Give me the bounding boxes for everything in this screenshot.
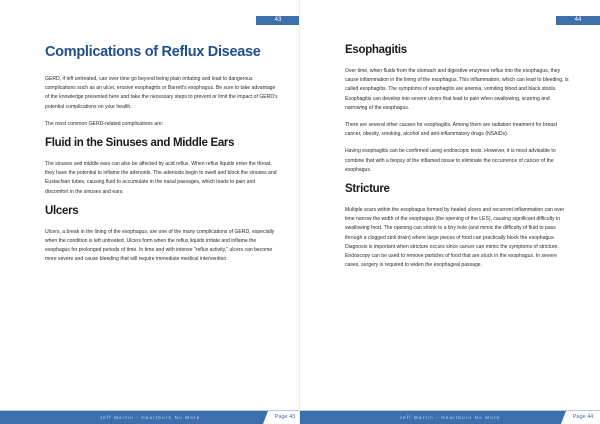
section-heading-esophagitis: Esophagitis bbox=[345, 44, 407, 56]
chapter-title: Complications of Reflux Disease bbox=[45, 44, 261, 60]
stricture-paragraph: Multiple scars within the esophagus formed by healed ulcers and recurrent inflammation can over time narrow the width of the esophagus (the opening of the LES), causing significant difficulty in swallowing food. The opening can shrink to a tiny hole (and mimic the difficulty of fluid to pass through a clogged sink drain) where large pieces of food can practically block the esophagus. Diagnosis is important when stricture occurs since cancer can mimic the symptoms of stricture. Endoscopy can be used to remove particles of food that are stuck in the esophagus. In severe cases, surgery is required to widen the esophageal passage. bbox=[345, 207, 565, 269]
page-footer bbox=[0, 411, 300, 424]
esophagitis-paragraph-3: Having esophagitis can be confirmed using endoscopic tests. However, it is most advisable to combine that with a biopsy of the inflamed tissue to eliminate the occurrence of cancer of the esophagus. bbox=[345, 148, 556, 173]
footer-author: Jeff Martin - Heartburn No More bbox=[99, 415, 201, 420]
sinuses-paragraph: The sinuses and middle ears can also be affected by acid reflux. When reflux liquids enter the throat, they have the potential to inflame the adenoids. The adenoids begin to swell and block the sinuses and Eustachian tubes, causing fluid to accumulate in the nasal passages, which leads to pain and discomfort in the sinuses and ears. bbox=[45, 161, 277, 195]
top-page-number: 43 bbox=[256, 16, 300, 25]
section-heading-ulcers: Ulcers bbox=[45, 204, 79, 217]
page-footer bbox=[300, 411, 600, 424]
ulcers-paragraph: Ulcers, a break in the lining of the esophagus, are one of the many complications of GERD, especially when the condition is left untreated. Ulcers form when the reflux liquids irritate and inflame the esophagus for prolonged periods of time. In time and with intense "reflux activity," ulcers can become more severe and cause bleeding that will require immediate medical intervention. bbox=[45, 228, 275, 263]
esophagitis-paragraph-1: Over time, when fluids from the stomach and digestive enzymes reflux into the esophagus, they cause inflammation in the lining of the esophagus. This inflammation, which can lead to bleeding, is called esophagitis. The symptoms of esophagitis are anemia, vomiting blood and black stools. Esophagitis can develop into severe ulcers that lead to pain when swallowing, scarring and narrowing of the esophagus. bbox=[345, 68, 569, 111]
left-page-content bbox=[45, 40, 280, 273]
footer-page-number: Page 43 bbox=[268, 411, 302, 424]
intro-paragraph: GERD, if left untreated, can over time go beyond being plain irritating and lead to dangerous complications such as an ulcer, erosive esophagitis or Barrett's esophagus. Be sure to take advantage of the knowledge presented here and take the necessary steps to prevent or limit the impact of GERD's potential complications on your health. bbox=[45, 76, 278, 110]
footer-page-number: Page 44 bbox=[566, 411, 600, 424]
complications-lead-line: The most common GERD-related complications are: bbox=[45, 120, 164, 127]
esophagitis-paragraph-2: There are several other causes for esophagitis. Among them are radiation treatment for breast cancer, obesity, smoking, alcohol and anti-inflammatory drugs (NSAIDs). bbox=[345, 122, 558, 138]
right-page bbox=[300, 0, 600, 424]
section-heading-sinuses: Fluid in the Sinuses and Middle Ears bbox=[45, 137, 235, 150]
top-page-number: 44 bbox=[556, 16, 600, 25]
section-heading-stricture: Stricture bbox=[345, 183, 390, 196]
right-page-content bbox=[345, 40, 572, 278]
footer-author: Jeff Martin - Heartburn No More bbox=[399, 415, 501, 420]
